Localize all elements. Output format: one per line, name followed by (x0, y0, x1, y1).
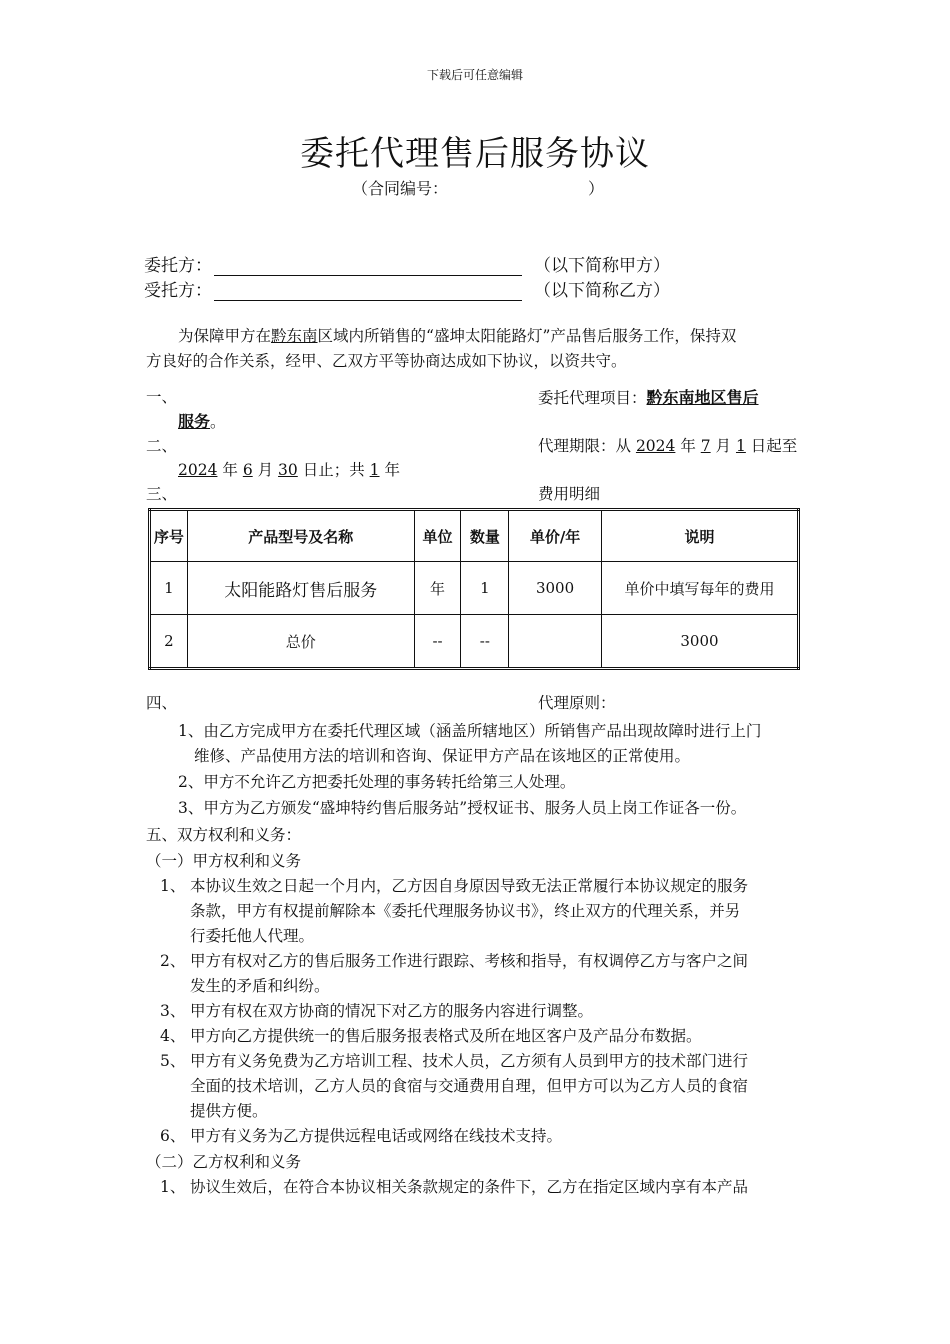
subsection-1-heading: （一）甲方权利和义务 (146, 852, 302, 870)
list-item-number: 2、 (160, 952, 186, 970)
table-cell: 3000 (509, 562, 602, 615)
list-item-number: 3、 (160, 1002, 186, 1020)
table-cell: 太阳能路灯售后服务 (187, 562, 414, 615)
header-cell: 序号 (150, 510, 188, 562)
principle-item-1-cont: 维修、产品使用方法的培训和咨询、保证甲方产品在该地区的正常使用。 (194, 747, 691, 765)
client-blank-line (214, 257, 522, 276)
table-cell: 单价中填写每年的费用 (601, 562, 798, 615)
section-2-heading: 代理期限：从 2024 年 7 月 1 日起至 (538, 437, 798, 455)
section-3-number: 三、 (146, 485, 178, 503)
list-item-number: 4、 (160, 1027, 186, 1045)
client-label: 委托方： (144, 256, 212, 276)
table-cell: 1 (150, 562, 188, 615)
table-cell: 2 (150, 615, 188, 669)
section-1-heading: 委托代理项目：黔东南地区售后 (538, 388, 759, 407)
header-cell: 产品型号及名称 (187, 510, 414, 562)
section-2-number: 二、 (146, 437, 178, 455)
intro-line-2: 方良好的合作关系，经甲、乙双方平等协商达成如下协议，以资共守。 (146, 352, 627, 370)
table-cell: -- (414, 615, 461, 669)
section-1-number: 一、 (146, 388, 178, 406)
header-cell: 单位 (414, 510, 461, 562)
list-item: 甲方向乙方提供统一的售后服务报表格式及所在地区客户及产品分布数据。 (190, 1027, 702, 1045)
section-4-heading: 代理原则： (538, 694, 616, 712)
table-cell: 总价 (187, 615, 414, 669)
section-1-continuation: 服务。 (178, 412, 226, 431)
principle-item-1: 1、由乙方完成甲方在委托代理区域（涵盖所辖地区）所销售产品出现故障时进行上门 (178, 722, 762, 740)
list-item: 本协议生效之日起一个月内，乙方因自身原因导致无法正常履行本协议规定的服务 (190, 877, 749, 895)
section-3-heading: 费用明细 (538, 485, 601, 503)
table-row (150, 562, 799, 615)
table-cell: 1 (461, 562, 509, 615)
list-item: 行委托他人代理。 (190, 927, 315, 945)
header-cell: 数量 (461, 510, 509, 562)
header-cell: 单价/年 (509, 510, 602, 562)
client-party-row (144, 251, 670, 276)
section-4-number: 四、 (146, 694, 178, 712)
fee-table-header-row (150, 510, 799, 562)
agent-party-row (144, 276, 670, 301)
table-cell: 年 (414, 562, 461, 615)
list-item: 甲方有义务免费为乙方培训工程、技术人员，乙方须有人员到甲方的技术部门进行 (190, 1052, 749, 1070)
header-note: 下载后可任意编辑 (426, 68, 523, 82)
section-1-value: 黔东南地区售后 (646, 388, 759, 407)
contract-number: （合同编号： ） (352, 179, 605, 198)
section-2-continuation: 2024 年 6 月 30 日止；共 1 年 (178, 461, 400, 479)
list-item: 甲方有权在双方协商的情况下对乙方的服务内容进行调整。 (190, 1002, 594, 1020)
list-item: 协议生效后，在符合本协议相关条款规定的条件下，乙方在指定区域内享有本产品 (190, 1178, 749, 1196)
intro-line-1: 为保障甲方在黔东南区域内所销售的“盛坤太阳能路灯”产品售后服务工作，保持双 (178, 327, 737, 345)
client-note: （以下简称甲方） (534, 256, 670, 276)
table-cell: 3000 (601, 615, 798, 669)
list-item: 全面的技术培训，乙方人员的食宿与交通费用自理，但甲方可以为乙方人员的食宿 (190, 1077, 749, 1095)
fee-table (148, 508, 800, 670)
list-item-number: 1、 (160, 877, 186, 895)
principle-item-2: 2、甲方不允许乙方把委托处理的事务转托给第三人处理。 (178, 773, 576, 791)
intro-region: 黔东南 (271, 327, 318, 345)
agent-note: （以下简称乙方） (534, 281, 670, 301)
table-cell (509, 615, 602, 669)
list-item: 发生的矛盾和纠纷。 (190, 977, 330, 995)
list-item-number: 1、 (160, 1178, 186, 1196)
agent-label: 受托方： (144, 281, 212, 301)
list-item: 条款，甲方有权提前解除本《委托代理服务协议书》，终止双方的代理关系，并另 (190, 902, 741, 920)
list-item-number: 5、 (160, 1052, 186, 1070)
table-row (150, 615, 799, 669)
list-item: 甲方有权对乙方的售后服务工作进行跟踪、考核和指导，有权调停乙方与客户之间 (190, 952, 749, 970)
section-5-heading: 五、双方权利和义务： (146, 826, 302, 844)
subsection-2-heading: （二）乙方权利和义务 (146, 1153, 302, 1171)
header-cell: 说明 (601, 510, 798, 562)
agent-blank-line (214, 282, 522, 301)
page-title: 委托代理售后服务协议 (300, 134, 650, 174)
list-item: 甲方有义务为乙方提供远程电话或网络在线技术支持。 (190, 1127, 563, 1145)
table-cell: -- (461, 615, 509, 669)
list-item-number: 6、 (160, 1127, 186, 1145)
principle-item-3: 3、甲方为乙方颁发“盛坤特约售后服务站”授权证书、服务人员上岗工作证各一份。 (178, 799, 747, 817)
list-item: 提供方便。 (190, 1102, 268, 1120)
